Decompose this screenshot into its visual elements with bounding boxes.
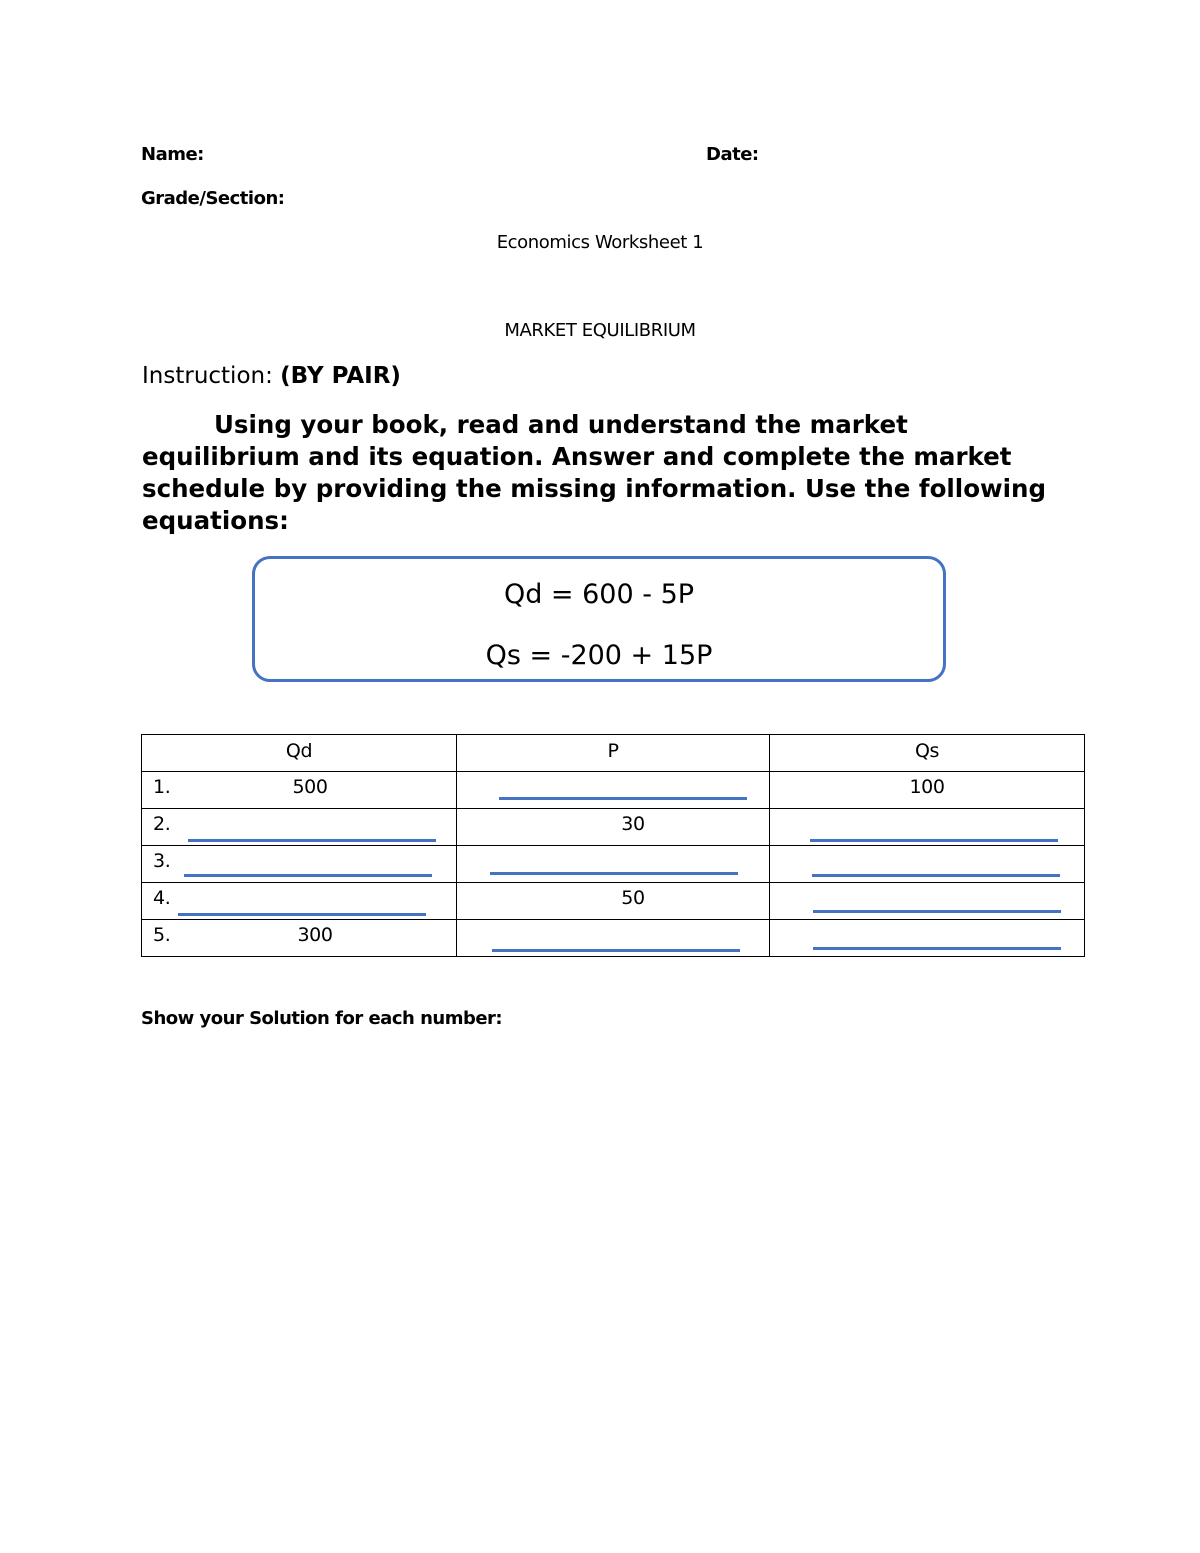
qs-value: 100 xyxy=(909,776,945,798)
instruction-label: Instruction: xyxy=(142,363,273,389)
table-header-row xyxy=(142,735,1085,772)
qs-cell xyxy=(770,809,1085,846)
answer-blank-line[interactable] xyxy=(813,947,1061,950)
row-number: 4. xyxy=(153,887,171,909)
qd-cell xyxy=(142,809,457,846)
answer-blank-line[interactable] xyxy=(810,839,1058,842)
qd-cell xyxy=(142,772,457,809)
answer-blank-line[interactable] xyxy=(812,874,1060,877)
table-row xyxy=(142,920,1085,957)
qd-value: 500 xyxy=(292,776,328,798)
equation-box xyxy=(252,556,946,682)
row-number: 2. xyxy=(153,813,171,835)
column-header-p: P xyxy=(457,735,770,772)
p-cell xyxy=(457,809,770,846)
p-cell xyxy=(457,846,770,883)
qd-cell xyxy=(142,846,457,883)
qd-value: 300 xyxy=(297,924,333,946)
instruction-heading xyxy=(142,362,401,390)
column-header-qd: Qd xyxy=(142,735,457,772)
p-cell xyxy=(457,883,770,920)
table-row xyxy=(142,809,1085,846)
table-row xyxy=(142,772,1085,809)
qd-cell xyxy=(142,920,457,957)
worksheet-title: Economics Worksheet 1 xyxy=(496,232,704,253)
name-label: Name: xyxy=(141,144,204,165)
answer-blank-line[interactable] xyxy=(499,797,747,800)
answer-blank-line[interactable] xyxy=(188,839,436,842)
market-schedule-table xyxy=(141,734,1085,957)
row-number: 5. xyxy=(153,924,171,946)
demand-equation: Qd = 600 - 5P xyxy=(503,579,695,610)
table-row xyxy=(142,883,1085,920)
qs-cell xyxy=(770,772,1085,809)
date-label: Date: xyxy=(706,144,759,165)
answer-blank-line[interactable] xyxy=(813,910,1061,913)
instruction-text: Using your book, read and understand the market equilibrium and its equation. Answer and complete the market schedule by providing the missing information. Use the following equations: xyxy=(142,410,1047,535)
solution-label: Show your Solution for each number: xyxy=(141,1008,503,1029)
topic-title: MARKET EQUILIBRIUM xyxy=(504,320,696,341)
column-header-qs: Qs xyxy=(770,735,1085,772)
table-row xyxy=(142,846,1085,883)
answer-blank-line[interactable] xyxy=(490,872,738,875)
answer-blank-line[interactable] xyxy=(178,913,426,916)
row-number: 1. xyxy=(153,776,171,798)
grade-section-label: Grade/Section: xyxy=(141,188,285,209)
answer-blank-line[interactable] xyxy=(184,874,432,877)
qd-cell xyxy=(142,883,457,920)
p-cell xyxy=(457,772,770,809)
instruction-mode: (BY PAIR) xyxy=(280,363,401,389)
answer-blank-line[interactable] xyxy=(492,949,740,952)
p-cell xyxy=(457,920,770,957)
p-value: 30 xyxy=(621,813,645,835)
supply-equation: Qs = -200 + 15P xyxy=(485,640,713,671)
p-value: 50 xyxy=(621,887,645,909)
qs-cell xyxy=(770,846,1085,883)
qs-cell xyxy=(770,920,1085,957)
qs-cell xyxy=(770,883,1085,920)
row-number: 3. xyxy=(153,850,171,872)
